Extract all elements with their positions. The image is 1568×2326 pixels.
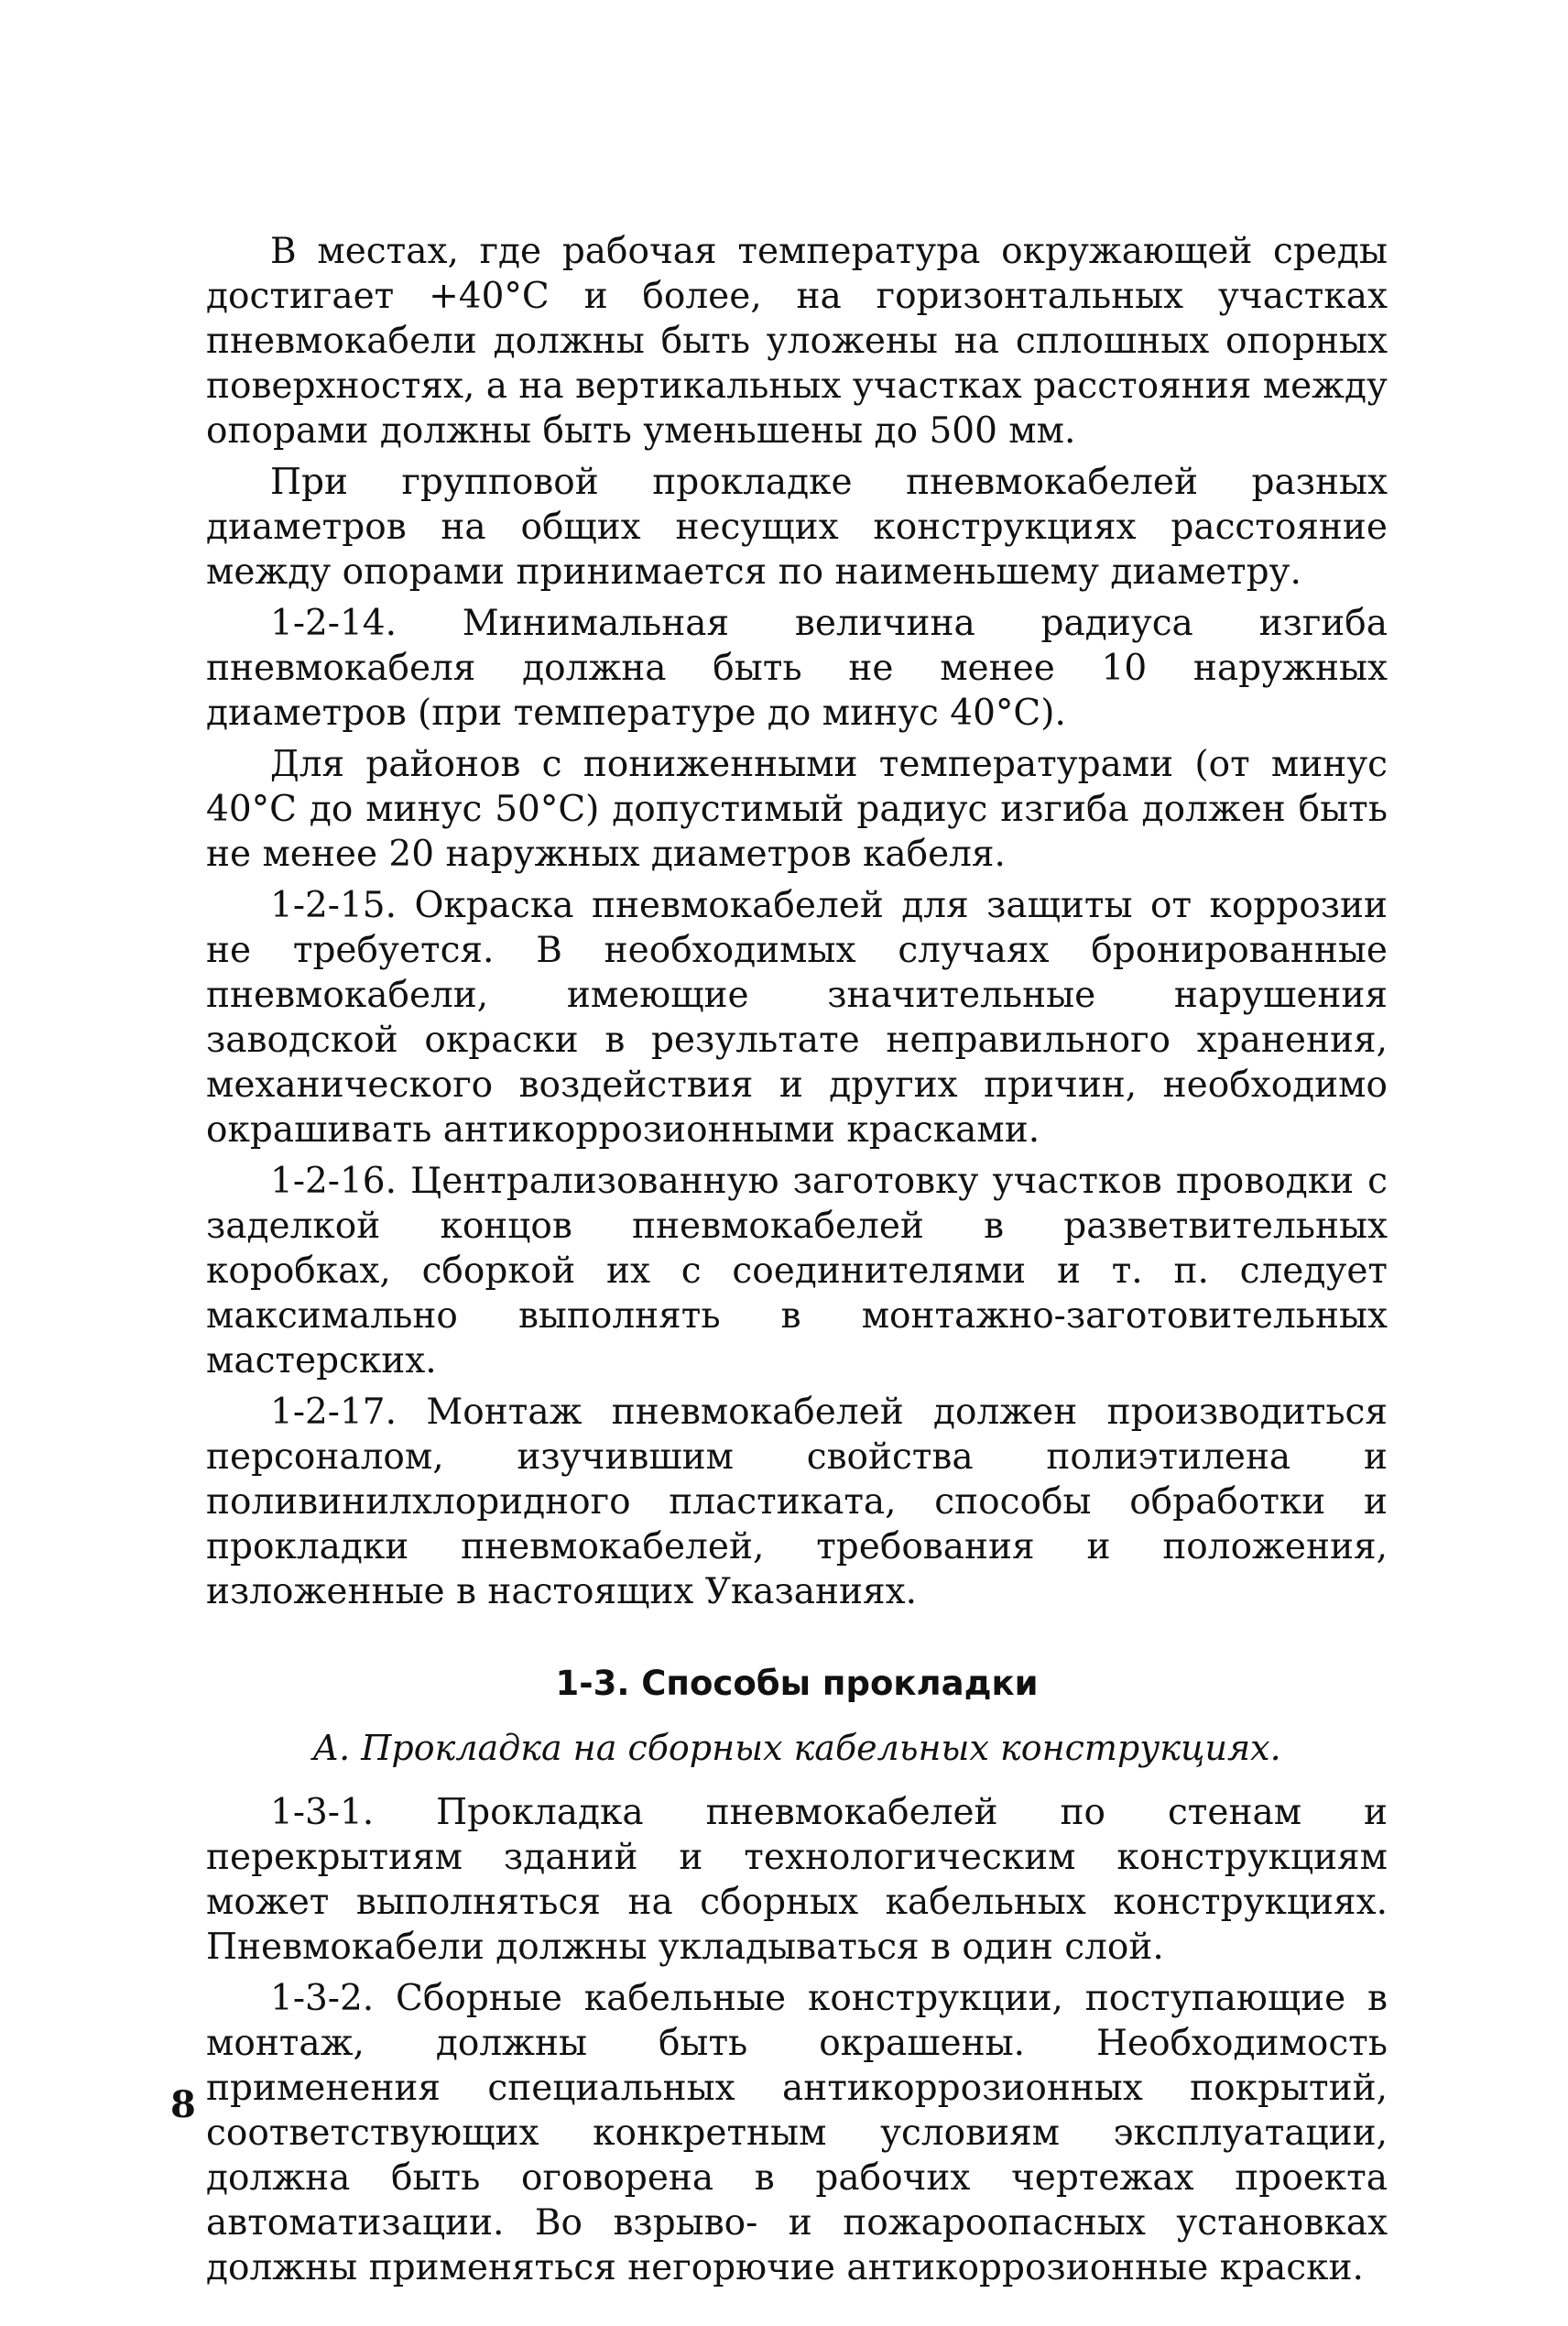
paragraph: 1-2-16. Централизованную заготовку участков проводки с заделкой концов пневмокабелей в разветвительных коробках, сборкой их с соединителями и т. п. следует максимально выполнять в монтажно-заготовительных мастерских. [206,1161,1388,1381]
page-number: 8 [170,2083,196,2126]
paragraph: 1-2-17. Монтаж пневмокабелей должен производиться персоналом, изучившим свойства полиэтилена и поливинилхлоридного пластиката, способы обработки и прокладки пневмокабелей, требования и положения, изложенные в настоящих Указаниях. [206,1392,1388,1612]
paragraph: 1-2-15. Окраска пневмокабелей для защиты от коррозии не требуется. В необходимых случаях бронированные пневмокабели, имеющие значительные нарушения заводской окраски в результате неправильного хранения, механического воздействия и других причин, необходимо окрашивать антикоррозионными красками. [206,885,1388,1151]
section-heading: 1-3. Способы прокладки [555,1664,1039,1703]
paragraph: 1-2-14. Минимальная величина радиуса изгиба пневмокабеля должна быть не менее 10 наружных диаметров (при температуре до минус 40°С). [206,603,1388,734]
paragraph: Для районов с пониженными температурами (от минус 40°С до минус 50°С) допустимый радиус изгиба должен быть не менее 20 наружных диаметров кабеля. [206,744,1388,875]
paragraph: 1-3-1. Прокладка пневмокабелей по стенам и перекрытиям зданий и технологическим конструкциям может выполняться на сборных кабельных конструкциях. Пневмокабели должны укладываться в один слой. [206,1792,1388,1968]
page-body [206,229,1388,2290]
section-subheading: А. Прокладка на сборных кабельных конструкциях. [312,1728,1281,1768]
paragraph: При групповой прокладке пневмокабелей разных диаметров на общих несущих конструкциях расстояние между опорами принимается по наименьшему диаметру. [206,462,1388,593]
paragraph: 1-3-2. Сборные кабельные конструкции, поступающие в монтаж, должны быть окрашены. Необходимость применения специальных антикоррозионных покрытий, соответствующих конкретным условиям эксплуатации, должна быть оговорена в рабочих чертежах проекта автоматизации. Во взрыво- и пожароопасных установках должны применяться негорючие антикоррозионные краски. [206,1978,1388,2288]
paragraph: В местах, где рабочая температура окружающей среды достигает +40°С и более, на горизонтальных участках пневмокабели должны быть уложены на сплошных опорных поверхностях, а на вертикальных участках расстояния между опорами должны быть уменьшены до 500 мм. [206,231,1388,452]
